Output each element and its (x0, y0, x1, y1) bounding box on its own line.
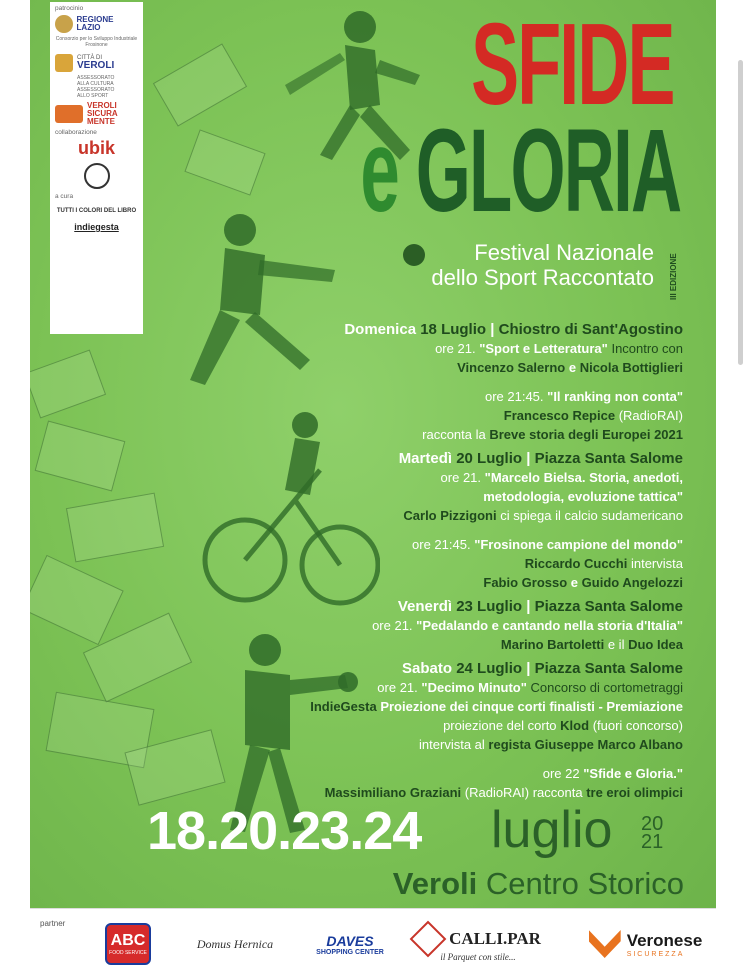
book-decoration (30, 349, 106, 418)
veroli-coat-icon (55, 54, 73, 72)
event-line: metodologia, evoluzione tattica" (483, 489, 683, 504)
dot-icon (403, 244, 425, 266)
daves-logo: DAVES SHOPPING CENTER (316, 932, 384, 956)
scrollbar-thumb[interactable] (738, 60, 743, 365)
emblem-icon (84, 163, 110, 189)
event-line: ore 21. "Marcelo Bielsa. Storia, anedoti, (440, 470, 683, 485)
book-decoration (35, 421, 126, 492)
event-line: ore 21. "Pedalando e cantando nella storia d'Italia" (372, 618, 683, 633)
chevron-icon (589, 930, 621, 958)
poster (30, 0, 716, 908)
regione-coat-icon (55, 15, 73, 33)
event-line: Vincenzo Salerno e Nicola Bottiglieri (457, 360, 683, 375)
event-line: Massimiliano Graziani (RadioRAI) racconta tre eroi olimpici (324, 785, 683, 800)
regione-lazio-logo: REGIONE LAZIO (55, 15, 138, 33)
event-line: Francesco Repice (RadioRAI) (503, 408, 683, 423)
event-line: ore 21:45. "Il ranking non conta" (484, 389, 683, 404)
day-heading: Sabato 24 Luglio | Piazza Santa Salome (402, 660, 683, 677)
book-decoration (153, 43, 247, 126)
consorzio-logo: Consorzio per lo Sviluppo Industriale Frosinone (55, 36, 138, 48)
event-line: racconta la Breve storia degli Europei 2021 (422, 427, 683, 442)
partner-bar (30, 908, 716, 978)
ubik-logo: ubik (77, 138, 115, 158)
title-sfide: SFIDE (471, 0, 674, 129)
title-e-gloria: e GLORIA (360, 105, 680, 237)
partner-label: partner (40, 919, 66, 928)
day-heading: Domenica 18 Luglio | Chiostro di Sant'Agostino (344, 321, 683, 338)
event-line: intervista al regista Giuseppe Marco Albano (419, 737, 683, 752)
event-line: Riccardo Cucchi intervista (524, 556, 683, 571)
event-line: ore 21. "Sport e Letteratura" Incontro con (435, 341, 683, 356)
patrocinio-label: patrocinio (55, 5, 84, 12)
a-cura-label: a cura (55, 193, 74, 200)
event-line: ore 21:45. "Frosinone campione del mondo" (412, 537, 683, 552)
event-line: ore 21. "Decimo Minuto" Concorso di cortometraggi (377, 680, 683, 695)
festival-dates: 18.20.23.24 (147, 801, 422, 861)
veronese-logo: Veronese SICUREZZA (583, 923, 708, 965)
veroli-sicura-logo: VEROLI SICURA MENTE (55, 102, 138, 126)
sponsor-column: patrocinio REGIONE LAZIO Consorzio per lo Sviluppo Industriale Frosinone CITTÀ DI VEROLI ASSESSORATO ALLA CULTURA ASSESSORATO ALLO SPORT VEROLI SICURA MENTE collaborazione ubik a cura TUTTI I COLORI DEL LIBRO indiegesta (50, 2, 143, 334)
book-decoration (30, 555, 124, 645)
abc-logo: ABC FOOD SERVICE (105, 923, 151, 965)
edizione-badge: III EDIZIONE (669, 253, 678, 300)
event-line: Carlo Pizzigoni ci spiega il calcio sudamericano (403, 508, 683, 523)
scrollbar-track[interactable] (716, 0, 745, 978)
festival-venue: Veroli Centro Storico (392, 866, 684, 901)
collaborazione-label: collaborazione (55, 129, 97, 136)
veroli-city-logo: CITTÀ DI VEROLI (55, 54, 138, 72)
event-line: IndieGesta Proiezione dei cinque corti finalisti - Premiazione (310, 699, 683, 714)
book-decoration (66, 493, 164, 563)
event-line: Marino Bartoletti e il Duo Idea (500, 637, 683, 652)
event-line: ore 22 "Sfide e Gloria." (542, 766, 683, 781)
day-heading: Martedì 20 Luglio | Piazza Santa Salome (398, 450, 683, 467)
indiegesta-logo: indiegesta (74, 222, 119, 232)
domus-hernica-logo: Domus Hernica (196, 936, 274, 951)
festival-year: 20 21 (641, 813, 664, 853)
day-heading: Venerdì 23 Luglio | Piazza Santa Salome (397, 598, 683, 615)
program (263, 320, 683, 802)
subtitle: Festival Nazionale dello Sport Raccontato (431, 240, 654, 291)
festival-month: luglio (491, 801, 613, 859)
event-line: Fabio Grosso e Guido Angelozzi (483, 575, 683, 590)
colori-del-libro-logo: TUTTI I COLORI DEL LIBRO (56, 208, 137, 214)
book-decoration (184, 129, 265, 195)
event-line: proiezione del corto Klod (fuori concorso) (443, 718, 683, 733)
callipar-logo: CALLI.PAR il Parquet con stile... (408, 923, 548, 965)
houses-icon (55, 105, 83, 123)
